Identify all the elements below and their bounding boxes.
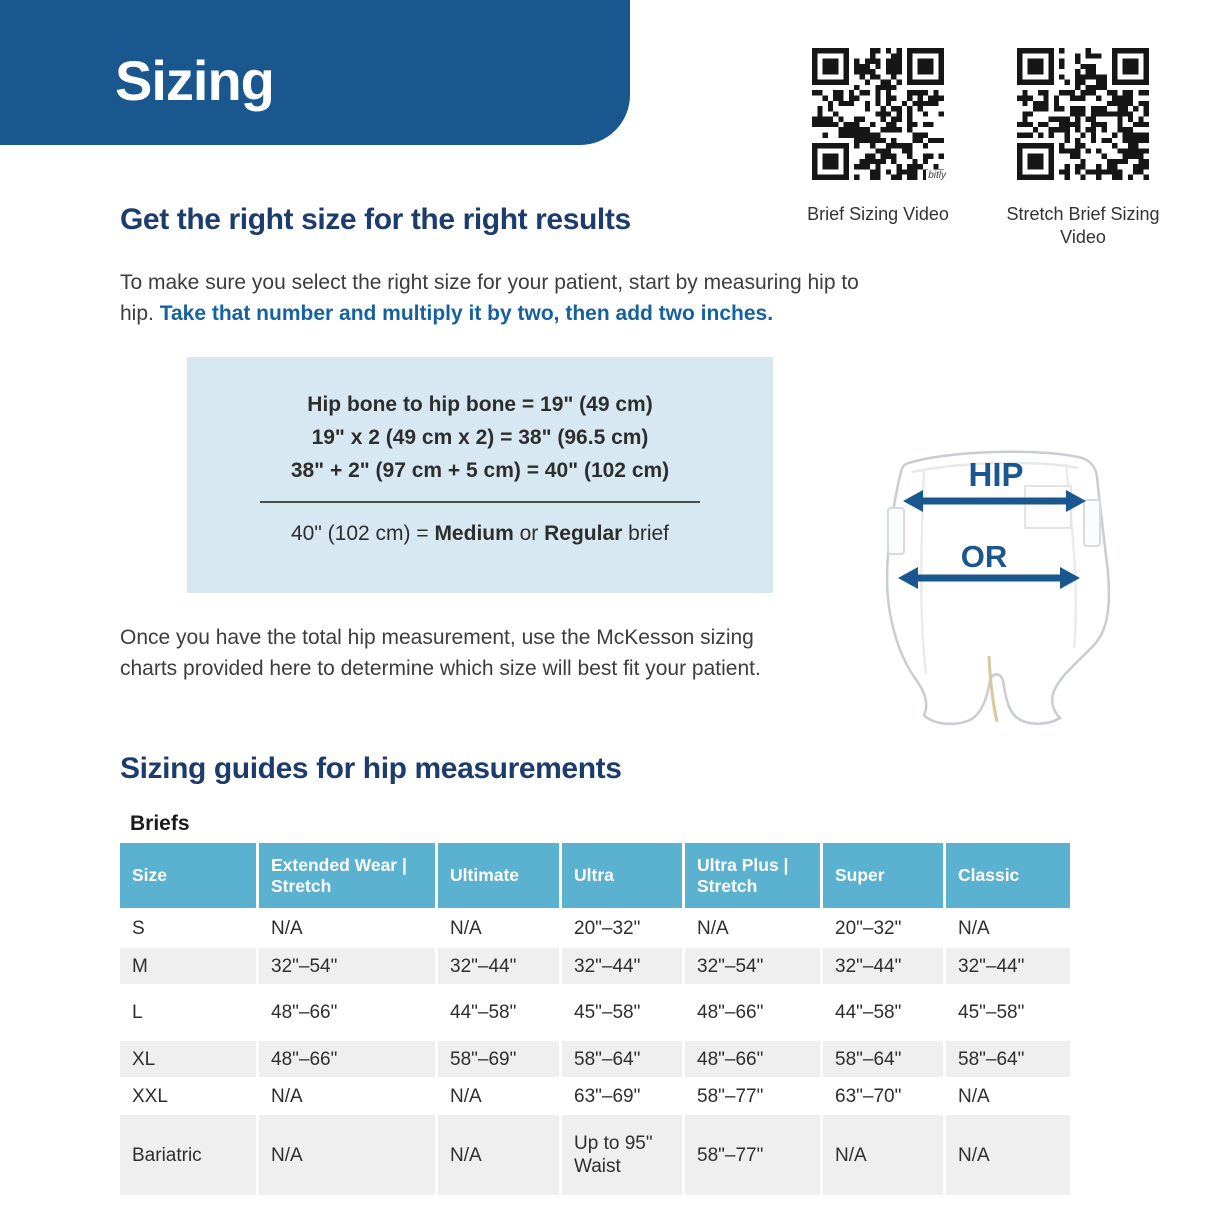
table-cell: N/A <box>438 1115 562 1195</box>
qr-code-stretch-brief-sizing-image <box>1017 48 1149 180</box>
briefs-subheading: Briefs <box>130 812 190 835</box>
page-title: Sizing <box>115 49 274 112</box>
sizing-table <box>120 843 1070 1195</box>
table-cell-size: S <box>120 908 259 948</box>
table-cell: 58"–69" <box>438 1041 562 1077</box>
table-cell: 32"–44" <box>438 948 562 984</box>
table-cell: 48"–66" <box>685 1041 823 1077</box>
brief-left-tab <box>888 508 904 554</box>
table-cell-size: XXL <box>120 1077 259 1115</box>
brief-illustration <box>870 424 1122 732</box>
calc-line-2: 19" x 2 (49 cm x 2) = 38" (96.5 cm) <box>311 426 649 449</box>
calculation-box <box>187 357 773 593</box>
table-cell: 45"–58" <box>958 1002 1025 1023</box>
table-row <box>120 1115 1070 1195</box>
table-cell: N/A <box>259 908 438 948</box>
table-cell: 48"–66" <box>259 1041 438 1077</box>
table-cell: Up to 95" Waist <box>562 1115 685 1195</box>
calc-result-suffix: brief <box>622 522 669 545</box>
intro-paragraph <box>120 267 882 329</box>
qr-code-stretch-brief-sizing <box>1017 48 1149 180</box>
table-cell: N/A <box>685 908 823 948</box>
table-cell-size: XL <box>120 1041 259 1077</box>
table-cell: N/A <box>946 1115 1070 1195</box>
bitly-watermark: bitly <box>928 170 946 181</box>
calc-result-or: or <box>513 522 545 545</box>
table-cell: 32"–44" <box>946 948 1070 984</box>
hip-label: HIP <box>968 456 1024 493</box>
table-cell: 45"–58" <box>562 984 685 1041</box>
table-cell: 63"–70" <box>823 1077 946 1115</box>
table-cell: 44"–58" <box>823 984 946 1041</box>
table-cell: N/A <box>438 908 562 948</box>
table-cell-size: L <box>120 984 259 1041</box>
table-cell: N/A <box>958 1085 990 1107</box>
table-cell: N/A <box>259 1077 438 1115</box>
table-body <box>120 908 1070 1195</box>
outro-paragraph: Once you have the total hip measurement, use the McKesson sizing charts provided here to determine which size will best fit your patient. <box>120 626 761 680</box>
table-header-cell: Ultimate <box>438 843 562 908</box>
table-header-cell: Size <box>120 843 259 908</box>
table-row <box>120 984 1070 1041</box>
calc-result-medium: Medium <box>434 522 514 545</box>
table-cell: 32"–44" <box>823 948 946 984</box>
table-cell: 58"–64" <box>562 1041 685 1077</box>
table-cell: 58"–77" <box>685 1115 823 1195</box>
table-header-cell: Super <box>823 843 946 908</box>
calc-line-1: Hip bone to hip bone = 19" (49 cm) <box>307 393 653 416</box>
calc-line-3: 38" + 2" (97 cm + 5 cm) = 40" (102 cm) <box>290 459 670 482</box>
or-label: OR <box>960 539 1008 574</box>
table-row <box>120 1077 1070 1115</box>
brief-measurement-diagram <box>870 424 1122 732</box>
brief-right-tab <box>1084 500 1100 546</box>
table-cell: 58"–64" <box>823 1041 946 1077</box>
table-cell: 32"–44" <box>562 948 685 984</box>
qr-code-brief-sizing-image <box>812 48 944 180</box>
table-section-heading: Sizing guides for hip measurements <box>120 752 622 785</box>
qr-label-brief-sizing: Brief Sizing Video <box>807 204 949 224</box>
calc-result-regular: Regular <box>544 522 623 545</box>
calc-result-prefix: 40" (102 cm) = <box>291 522 435 545</box>
brief-landing-zone <box>1025 486 1071 528</box>
qr-code-brief-sizing <box>812 48 944 180</box>
table-cell: N/A <box>823 1115 946 1195</box>
intro-text-bold: Take that number and multiply it by two, then add two inches. <box>159 302 774 325</box>
table-cell: 44"–58" <box>438 984 562 1041</box>
table-header-row <box>120 843 1070 908</box>
table-header-cell: Ultra Plus | Stretch <box>685 843 823 908</box>
calc-result <box>187 522 773 546</box>
table-cell: N/A <box>438 1077 562 1115</box>
table-cell: 48"–66" <box>259 984 438 1041</box>
table-cell: 48"–66" <box>685 984 823 1041</box>
table-row <box>120 1041 1070 1077</box>
title-banner <box>0 0 630 145</box>
table-header-cell: Extended Wear | Stretch <box>259 843 438 908</box>
table-cell: 58"–64" <box>946 1041 1070 1077</box>
table-row <box>120 948 1070 984</box>
qr-label-stretch-brief-sizing: Stretch Brief Sizing Video <box>1006 204 1160 247</box>
table-header-cell: Classic <box>946 843 1070 908</box>
table-cell: 32"–54" <box>685 948 823 984</box>
table-cell: N/A <box>958 917 990 939</box>
table-cell: 20"–32" <box>823 908 946 948</box>
table-cell-size: M <box>120 948 259 984</box>
table-cell: 63"–69" <box>562 1077 685 1115</box>
table-cell-size: Bariatric <box>120 1115 259 1195</box>
table-header-cell: Ultra <box>562 843 685 908</box>
calc-divider <box>260 501 700 503</box>
table-cell: N/A <box>259 1115 438 1195</box>
intro-heading: Get the right size for the right results <box>120 203 631 236</box>
table-row <box>120 908 1070 948</box>
table-cell: 32"–54" <box>259 948 438 984</box>
intro-text-normal: To make sure you select the right size for your patient, start by measuring hip to hip. <box>120 271 859 325</box>
table-cell: 20"–32" <box>562 908 685 948</box>
table-cell: 58"–77" <box>685 1077 823 1115</box>
